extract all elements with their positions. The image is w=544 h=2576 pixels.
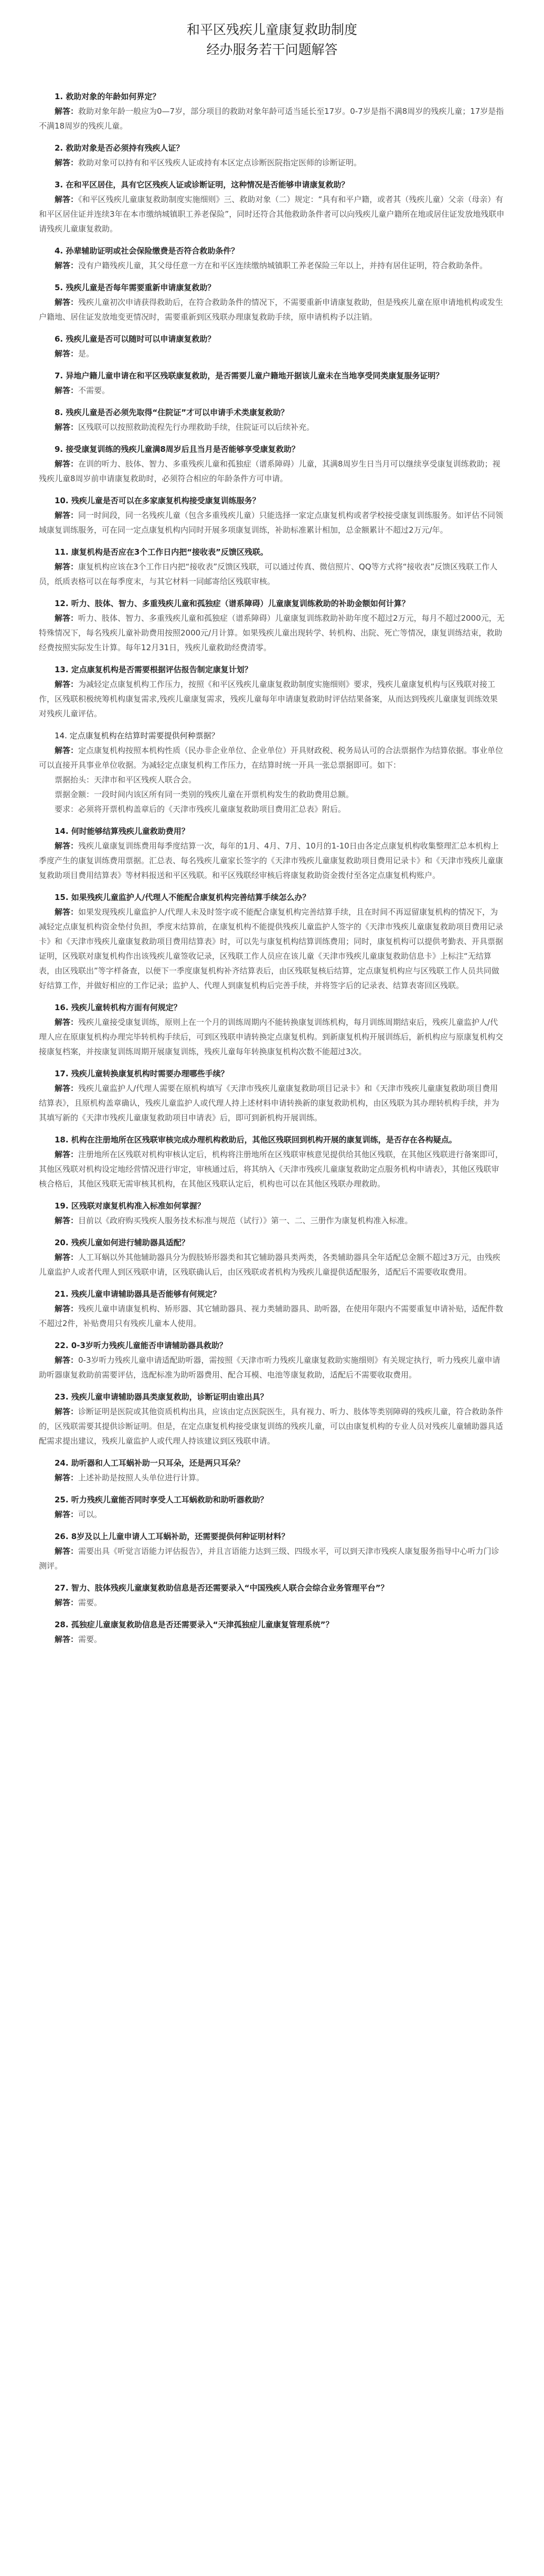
answer-text: 上述补助是按照人头单位进行计算。 xyxy=(78,1473,205,1482)
answer-paragraph xyxy=(39,1015,505,1059)
qa-item xyxy=(39,1287,505,1331)
question: 21. 残疾儿童申请辅助器具是否能够有何规定？ xyxy=(55,1289,221,1299)
answer-text: 是。 xyxy=(78,349,94,358)
answer-paragraph xyxy=(39,508,505,537)
qa-item xyxy=(39,890,505,993)
qa-item xyxy=(39,1581,505,1610)
answer-text: 票据金额：一段时间内该区所有同一类别的残疾儿童在开票机构发生的救助费用总额。 xyxy=(55,790,354,799)
qa-item xyxy=(39,545,505,589)
answer-paragraph xyxy=(39,905,505,993)
answer-paragraph xyxy=(39,155,505,170)
answer-paragraph xyxy=(39,1213,505,1228)
answer-paragraph xyxy=(39,1595,505,1610)
answer-text: 如果发现残疾儿童监护人/代理人未及时签字或不能配合康复机构完善结算手续，且在时间不再逗留康复机构的情况下，为减轻定点康复机构资金垫付负担，季度末结算前，在康复机构不能提供残疾儿童监护人签字的《天津市残疾儿童康复救助项目费用记录卡》和《天津市残疾儿童康复救助项目费用结算表》时，可以先与康复机构结算训练费用；同时，康复机构可以提供考勤表、开具票据证明，区残联对康复机构作出该残疾儿童签收记录，区残联工作人员应在该儿童《天津市残疾儿童康复救助信息卡》上标注“无结算表，由区残联出”等字样备查，以便下一季度康复机构补齐结算表后，由区残联复核后结算，定点康复机构应与区残联工作人员共同做好结算工作，并做好相应的工作记录；监护人、代理人到康复机构后完善手续，并将签字后的记录表、结算表寄回区残联。 xyxy=(39,907,504,990)
answer-paragraph xyxy=(39,192,505,236)
answer-text: 需要出具《听觉言语能力评估报告》，并且言语能力达到三级、四级水平，可以到天津市残疾人康复服务指导中心听力门诊测评。 xyxy=(39,1546,499,1571)
question: 14. 何时能够结算残疾儿童救助费用？ xyxy=(55,826,189,836)
question: 10. 残疾儿童是否可以在多家康复机构接受康复训练服务？ xyxy=(55,496,260,505)
answer-paragraph xyxy=(39,743,505,772)
question: 22. 0-3岁听力残疾儿童能否申请辅助器具救助？ xyxy=(55,1341,227,1350)
question: 7. 异地户籍儿童申请在和平区残联康复救助，是否需要儿童户籍地开据该儿童未在当地享受同类康复服务证明？ xyxy=(55,371,444,380)
answer-text: 听力、肢体、智力、多重残疾儿童和孤独症（谱系障碍）儿童康复训练救助补助年度不超过2万元，每月不超过2000元，无特殊情况下，每名残疾儿童补助费用按照2000元/月计算。如果残疾儿童出现转学、转机构、出院、死亡等情况，康复训练结束，救助经费按照实际发生计算。每年12月31日，残疾儿童救助经费清零。 xyxy=(39,613,505,652)
answer-paragraph xyxy=(39,104,505,133)
question: 28. 孤独症儿童康复救助信息是否还需要录入“天津孤独症儿童康复管理系统”？ xyxy=(55,1620,334,1629)
question: 9. 接受康复训练的残疾儿童满8周岁后且当月是否能够享受康复救助？ xyxy=(55,444,300,454)
question: 14. 定点康复机构在结算时需要提供何种票据？ xyxy=(55,731,219,740)
answer-text: 0-3岁听力残疾儿童申请适配助听器，需按照《天津市听力残疾儿童康复救助实施细则》有关规定执行，听力残疾儿童申请助听器康复救助前需要评估，选配标准为助听器费用、配合耳模、电池等康复救助，适配后不需要收取费用。 xyxy=(39,1355,500,1380)
answer-paragraph xyxy=(39,1081,505,1125)
answer-label: 解答： xyxy=(55,746,79,755)
question: 8. 残疾儿童是否必须先取得“住院证”才可以申请手术类康复救助？ xyxy=(55,408,289,417)
answer-paragraph xyxy=(39,295,505,324)
answer-paragraph xyxy=(39,772,505,787)
answer-paragraph xyxy=(39,1353,505,1382)
answer-text: 残疾儿童申请康复机构、矫形器、其它辅助器具、视力类辅助器具、助听器，在使用年限内不需要重复申请补贴，适配件数不超过2件，补贴费用只有残疾儿童本人使用。 xyxy=(39,1304,504,1328)
answer-paragraph xyxy=(39,1470,505,1485)
question: 17. 残疾儿童转换康复机构时需要办理哪些手续？ xyxy=(55,1069,229,1078)
answer-label: 解答： xyxy=(55,841,79,851)
answer-label: 解答： xyxy=(55,261,79,270)
answer-paragraph xyxy=(39,346,505,361)
answer-paragraph xyxy=(39,787,505,802)
title-line-2: 经办服务若干问题解答 xyxy=(206,42,338,57)
answer-label: 解答： xyxy=(55,422,79,432)
qa-item xyxy=(39,1000,505,1059)
answer-label: 解答： xyxy=(55,1216,79,1225)
answer-paragraph xyxy=(39,839,505,883)
answer-label: 解答： xyxy=(55,158,79,167)
answer-label: 解答： xyxy=(55,1510,79,1519)
qa-item xyxy=(39,177,505,236)
answer-label: 解答： xyxy=(55,1304,79,1313)
answer-paragraph xyxy=(39,559,505,589)
answer-label: 解答： xyxy=(55,107,79,116)
answer-label: 解答： xyxy=(55,1150,79,1159)
answer-label: 解答： xyxy=(55,1017,79,1027)
answer-paragraph xyxy=(39,1507,505,1522)
answer-text: 没有户籍残疾儿童，其父母任意一方在和平区连续缴纳城镇职工养老保险三年以上，并持有居住证明，符合救助条件。 xyxy=(78,261,488,270)
answer-label: 解答： xyxy=(55,613,79,623)
qa-item xyxy=(39,141,505,170)
answer-label: 解答： xyxy=(55,195,79,204)
answer-text: 诊断证明是医院或其他资质机构出具，应该由定点医院医生，具有视力、听力、肢体等类别障碍的残疾儿童，符合救助条件的，区残联需要其提供诊断证明。但是，在定点康复机构接受康复训练的残疾儿童，可以由康复机构的专业人员对残疾儿童辅助器具适配需求提出建议，残疾儿童监护人或代理人持该建议到区残联申请。 xyxy=(39,1407,504,1446)
answer-paragraph xyxy=(39,1544,505,1573)
qa-item xyxy=(39,1235,505,1279)
answer-text: 可以。 xyxy=(78,1510,102,1519)
answer-label: 解答： xyxy=(55,349,79,358)
answer-paragraph xyxy=(39,802,505,817)
qa-item xyxy=(39,1199,505,1228)
answer-label: 解答： xyxy=(55,511,79,520)
answer-text: 注册地所在区残联对机构审核认定后，机构将注册地所在区残联审核意见提供给其他区残联，在其他区残联进行备案即可，其他区残联对机构设定地经营情况进行审定，审核通过后，将其纳入《天津市残疾儿童康复救助定点服务机构申请表》，其他区残联审核合格后，其他区残联无需审核其机构，在其他区残联认定后，机构也可以在其他区残联办理救助。 xyxy=(39,1150,504,1189)
answer-label: 解答： xyxy=(55,386,79,395)
question: 15. 如果残疾儿童监护人/代理人不能配合康复机构完善结算手续怎么办？ xyxy=(55,893,311,902)
question: 2. 救助对象是否必须持有残疾人证？ xyxy=(55,143,184,153)
qa-item xyxy=(39,1132,505,1191)
answer-paragraph xyxy=(39,457,505,486)
qa-item xyxy=(39,1617,505,1647)
answer-text: 需要。 xyxy=(78,1635,102,1644)
answer-label: 解答： xyxy=(55,459,79,469)
answer-paragraph xyxy=(39,1301,505,1331)
answer-text: 残疾儿童接受康复训练，原则上在一个月的训练周期内不能转换康复训练机构，每月训练周期结束后，残疾儿童监护人/代理人应在原康复机构办理完毕转机构手续后，可到区残联申请转换定点康复机构。到新康复机构开展训练后，新机构应与原康复机构交接康复档案，并按康复训练周期开展康复训练，残疾儿童每年转换康复机构次数不能超过3次。 xyxy=(39,1017,504,1056)
answer-label: 解答： xyxy=(55,1084,79,1093)
answer-label: 解答： xyxy=(55,1407,79,1416)
answer-paragraph xyxy=(39,383,505,398)
answer-text: 为减轻定点康复机构工作压力，按照《和平区残疾儿童康复救助制度实施细则》要求，残疾儿童康复机构与区残联对接工作，区残联积极统筹机构康复需求,残疾儿童康复需求，残疾儿童每年申请康复救助时评估结果备案，从而达到残疾儿童康复训练效果对残疾儿童评估。 xyxy=(39,680,498,718)
answer-label: 解答： xyxy=(55,1253,79,1262)
question: 4. 孙辈辅助证明或社会保险缴费是否符合救助条件？ xyxy=(55,246,239,256)
answer-paragraph xyxy=(39,1404,505,1448)
answer-text: 人工耳蜗以外其他辅助器具分为假肢矫形器类和其它辅助器具类两类，各类辅助器具全年适配总金额不超过3万元，由残疾儿童监护人或者代理人到区残联申请，区残联确认后，由区残联或者机构为残疾儿童提供适配服务，适配后不需要收取费用。 xyxy=(39,1253,500,1277)
answer-label: 解答： xyxy=(55,1635,79,1644)
question: 24. 助听器和人工耳蜗补助一只耳朵，还是两只耳朵？ xyxy=(55,1458,244,1468)
answer-text: 目前以《政府购买残疾人服务技术标准与规范（试行）》第一、二、三册作为康复机构准入标准。 xyxy=(78,1216,413,1225)
question: 6. 残疾儿童是否可以随时可以申请康复救助？ xyxy=(55,334,216,344)
qa-item xyxy=(39,662,505,721)
answer-label: 解答： xyxy=(55,1355,79,1365)
question: 23. 残疾儿童申请辅助器具类康复救助，诊断证明由谁出具？ xyxy=(55,1392,268,1402)
question: 5. 残疾儿童是否每年需要重新申请康复救助？ xyxy=(55,283,216,292)
answer-paragraph xyxy=(39,258,505,273)
qa-item xyxy=(39,596,505,655)
question: 19. 区残联对康复机构准入标准如何掌握？ xyxy=(55,1201,205,1211)
qa-item xyxy=(39,1390,505,1448)
document-title xyxy=(39,20,505,60)
answer-text: 残疾儿童康复训练费用每季度结算一次，每年的1月、4月、7月、10月的1-10日由各定点康复机构收集整理汇总本机构上季度产生的康复训练费用票据。汇总表、每名残疾儿童家长签字的《天津市残疾儿童康复救助项目费用记录卡》和《天津市残疾儿童康复救助项目费用结算表》等材料报送和平区残联。和平区残联经审核后将康复救助资金拨付至各定点康复机构账户。 xyxy=(39,841,504,880)
answer-paragraph xyxy=(39,1147,505,1191)
qa-item xyxy=(39,728,505,817)
question: 20. 残疾儿童如何进行辅助器具适配？ xyxy=(55,1238,189,1247)
answer-text: 同一时间段，同一名残疾儿童（包含多重残疾儿童）只能选择一家定点康复机构或者学校接受康复训练服务。如评估不同领域康复训练服务，可在同一定点康复机构内同时开展多项康复训练，补助标准累计相加，总金额累计不超过2万元/年。 xyxy=(39,511,504,535)
answer-text: 救助对象可以持有和平区残疾人证或持有本区定点诊断医院指定医师的诊断证明。 xyxy=(78,158,362,167)
answer-text: 残疾儿童监护人/代理人需要在原机构填写《天津市残疾儿童康复救助项目记录卡》和《天津市残疾儿童康复救助项目费用结算表》，且原机构盖章确认，残疾儿童监护人或代理人持上述材料申请转换新的康复救助机构，由区残联为其办理转机构手续，并为其填写新的《天津市残疾儿童康复救助项目申请表》后，即可到新机构开展训练。 xyxy=(39,1084,499,1122)
question: 13. 定点康复机构是否需要根据评估报告制定康复计划？ xyxy=(55,665,252,674)
qa-item xyxy=(39,493,505,537)
answer-text: 康复机构应该在3个工作日内把“接收表”反馈区残联，可以通过传真、微信照片、QQ等方式将“接收表”反馈区残联工作人员，纸质表格可以在每季度末，与其它材料一同邮寄给区残联审核。 xyxy=(39,562,498,586)
answer-label: 解答： xyxy=(55,680,79,689)
answer-paragraph xyxy=(39,420,505,434)
answer-label: 解答： xyxy=(55,907,79,917)
answer-text: 票据抬头：天津市和平区残疾人联合会。 xyxy=(55,775,197,785)
answer-text: 《和平区残疾儿童康复救助制度实施细则》三、救助对象（二）规定：“具有和平户籍，或者其（残疾儿童）父亲（母亲）有和平区居住证并连续3年在本市缴纳城镇职工养老保险”，同时还符合其他救助条件者可以向残疾儿童户籍所在地或居住证发放地残联申请残疾儿童康复救助。 xyxy=(39,195,505,234)
qa-item xyxy=(39,442,505,486)
qa-item xyxy=(39,1066,505,1125)
qa-item xyxy=(39,280,505,324)
question: 18. 机构在注册地所在区残联审核完成办理机构救助后，其他区残联回到机构开展的康复训练，是否存在各构疑点。 xyxy=(55,1135,457,1144)
answer-text: 定点康复机构按照本机构性质（民办非企业单位、企业单位）开具财政税、税务局认可的合法票据作为结算依据。事业单位可以直接开具事业单位收据。为减轻定点康复机构工作压力，在结算时统一开具一张总票据即可。如下： xyxy=(39,746,504,770)
answer-text: 救助对象年龄一般应为0—7岁，部分项目的救助对象年龄可适当延长至17岁。0-7岁是指不满8周岁的残疾儿童；17岁是指不满18周岁的残疾儿童。 xyxy=(39,107,504,131)
qa-item xyxy=(39,1338,505,1382)
answer-text: 残疾儿童初次申请获得救助后，在符合救助条件的情况下，不需要重新申请康复救助，但是残疾儿童在原申请地机构或发生户籍地、居住证发放地变更情况时，需要重新到区残联办理康复救助手续，原申请机构予以注销。 xyxy=(39,298,504,322)
answer-text: 需要。 xyxy=(78,1598,102,1607)
answer-paragraph xyxy=(39,1250,505,1279)
qa-list xyxy=(39,89,505,1647)
answer-paragraph xyxy=(39,677,505,721)
qa-item xyxy=(39,332,505,361)
question: 12. 听力、肢体、智力、多重残疾儿童和孤独症（谱系障碍）儿童康复训练救助的补助金额如何计算？ xyxy=(55,599,410,608)
question: 11. 康复机构是否应在3个工作日内把“接收表”反馈区残联。 xyxy=(55,547,268,557)
answer-text: 区残联可以按照救助流程先行办理救助手续，住院证可以后续补充。 xyxy=(78,422,315,432)
question: 3. 在和平区居住，具有它区残疾人证或诊断证明，这种情况是否能够申请康复救助？ xyxy=(55,180,349,189)
qa-item xyxy=(39,89,505,133)
answer-label: 解答： xyxy=(55,562,79,571)
qa-item xyxy=(39,1456,505,1485)
answer-text: 不需要。 xyxy=(78,386,110,395)
answer-label: 解答： xyxy=(55,1546,79,1556)
title-line-1: 和平区残疾儿童康复救助制度 xyxy=(186,22,357,37)
qa-item xyxy=(39,824,505,883)
question: 27. 智力、肢体残疾儿童康复救助信息是否还需要录入“中国残疾人联合会综合业务管理平台”？ xyxy=(55,1583,389,1593)
answer-text: 在训的听力、肢体、智力、多重残疾儿童和孤独症（谱系障碍）儿童，其满8周岁生日当月可以继续享受康复训练救助；视残疾儿童8周岁前申请康复救助时，必须符合相应的年龄条件方可申请。 xyxy=(39,459,500,483)
qa-item xyxy=(39,243,505,273)
qa-item xyxy=(39,405,505,434)
answer-label: 解答： xyxy=(55,298,79,307)
qa-item xyxy=(39,1529,505,1573)
qa-item xyxy=(39,368,505,398)
question: 1. 救助对象的年龄如何界定？ xyxy=(55,92,161,101)
answer-paragraph xyxy=(39,1632,505,1647)
answer-paragraph xyxy=(39,611,505,655)
answer-text: 要求：必须将开票机构盖章后的《天津市残疾儿童康复救助项目费用汇总表》附后。 xyxy=(55,804,346,814)
question: 25. 听力残疾儿童能否同时享受人工耳蜗救助和助听器救助？ xyxy=(55,1495,268,1504)
qa-item xyxy=(39,1492,505,1522)
question: 16. 残疾儿童转机构方面有何规定？ xyxy=(55,1003,182,1012)
answer-label: 解答： xyxy=(55,1598,79,1607)
answer-label: 解答： xyxy=(55,1473,79,1482)
question: 26. 8岁及以上儿童申请人工耳蜗补助，还需要提供何种证明材料？ xyxy=(55,1532,290,1541)
